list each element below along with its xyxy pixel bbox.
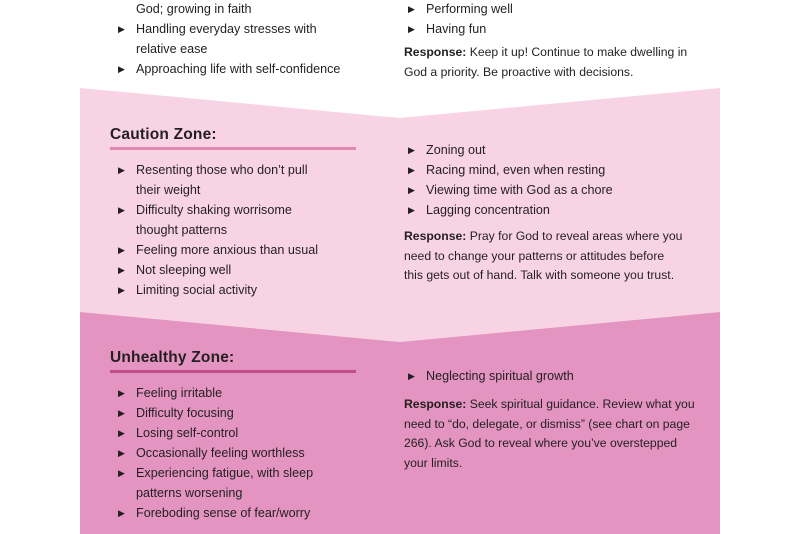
list-item-text: Viewing time with God as a chore: [426, 183, 613, 197]
triangle-right-icon: ▶: [118, 285, 125, 295]
triangle-right-icon: ▶: [408, 185, 415, 195]
caution-zone-right-list: [404, 140, 704, 220]
list-item: [114, 403, 356, 423]
list-item: [114, 59, 369, 79]
top-zone-left-list: [114, 0, 369, 79]
list-item: [114, 200, 356, 240]
list-item-text: thought patterns: [136, 223, 228, 237]
caution-zone-right-column: [404, 140, 704, 286]
list-item-text: Limiting social activity: [136, 283, 258, 297]
list-item: [404, 366, 704, 386]
triangle-right-icon: ▶: [118, 408, 125, 418]
unhealthy-zone-left-list: [114, 383, 356, 523]
list-item-text: Foreboding sense of fear/worry: [136, 506, 311, 520]
list-item: [114, 503, 356, 523]
caution-zone-title: Caution Zone:: [110, 126, 217, 143]
list-item-text: Performing well: [426, 2, 513, 16]
triangle-right-icon: ▶: [408, 24, 415, 34]
list-item-text: Having fun: [426, 22, 487, 36]
triangle-right-icon: ▶: [118, 24, 125, 34]
caution-zone-left-column: [110, 126, 356, 300]
list-item-text: Lagging concentration: [426, 203, 550, 217]
list-item: [114, 260, 356, 280]
top-zone-right-column: [404, 0, 704, 82]
response-label: Response:: [404, 229, 467, 243]
list-item: [114, 19, 369, 59]
list-item: [404, 140, 704, 160]
list-item-text: their weight: [136, 183, 201, 197]
list-item-text: Neglecting spiritual growth: [426, 369, 574, 383]
unhealthy-zone-right-list: [404, 366, 704, 386]
response-label: Response:: [404, 397, 467, 411]
list-item: [114, 383, 356, 403]
triangle-right-icon: ▶: [118, 508, 125, 518]
caution-zone-rule: [110, 147, 356, 150]
top-zone-right-list: [404, 0, 704, 39]
triangle-right-icon: ▶: [118, 448, 125, 458]
top-zone-left-column: [114, 0, 369, 79]
caution-zone-response: [404, 227, 684, 286]
triangle-right-icon: ▶: [408, 165, 415, 175]
list-item-text: Feeling more anxious than usual: [136, 243, 319, 257]
triangle-right-icon: ▶: [408, 371, 415, 381]
list-item-text: Not sleeping well: [136, 263, 232, 277]
list-item-text: Difficulty focusing: [136, 406, 234, 420]
list-item-text: relative ease: [136, 42, 208, 56]
unhealthy-zone-left-column: [110, 349, 356, 523]
list-item: [404, 19, 704, 39]
triangle-right-icon: ▶: [118, 205, 125, 215]
triangle-right-icon: ▶: [118, 428, 125, 438]
response-text: Seek spiritual guidance. Review what you need to “do, delegate, or dismiss” (see chart on page 266). Ask God to reveal where you’ve overstepped your limits.: [404, 397, 695, 470]
list-item-text: Occasionally feeling worthless: [136, 446, 305, 460]
list-item-text: Difficulty shaking worrisome: [136, 203, 292, 217]
list-item: [114, 443, 356, 463]
list-item-text: God; growing in faith: [136, 2, 252, 16]
list-item-text: Approaching life with self-confidence: [136, 62, 341, 76]
list-item-text: patterns worsening: [136, 486, 243, 500]
unhealthy-zone-response: [404, 395, 699, 473]
list-item: [404, 0, 704, 19]
unhealthy-zone-rule: [110, 370, 356, 373]
list-item: [114, 463, 356, 503]
triangle-right-icon: ▶: [118, 165, 125, 175]
list-item-text: Zoning out: [426, 143, 486, 157]
unhealthy-zone-right-column: [404, 366, 704, 473]
list-item: [404, 180, 704, 200]
list-item: [114, 280, 356, 300]
response-text: Keep it up! Continue to make dwelling in God a priority. Be proactive with decisions.: [404, 45, 688, 79]
triangle-right-icon: ▶: [118, 64, 125, 74]
list-item-text: Handling everyday stresses with: [136, 22, 317, 36]
list-item: [404, 200, 704, 220]
list-item: [114, 160, 356, 200]
triangle-right-icon: ▶: [118, 245, 125, 255]
list-item: [114, 0, 369, 19]
triangle-right-icon: ▶: [408, 145, 415, 155]
list-item: [404, 160, 704, 180]
triangle-right-icon: ▶: [118, 388, 125, 398]
caution-zone-left-list: [114, 160, 356, 300]
top-zone-response: [404, 43, 694, 82]
list-item-text: Losing self-control: [136, 426, 239, 440]
triangle-right-icon: ▶: [118, 265, 125, 275]
triangle-right-icon: ▶: [408, 4, 415, 14]
list-item-text: Resenting those who don’t pull: [136, 163, 308, 177]
unhealthy-zone-title: Unhealthy Zone:: [110, 349, 235, 366]
list-item: [114, 240, 356, 260]
triangle-right-icon: ▶: [118, 468, 125, 478]
response-label: Response:: [404, 45, 467, 59]
list-item: [114, 423, 356, 443]
list-item-text: Experiencing fatigue, with sleep: [136, 466, 314, 480]
list-item-text: Racing mind, even when resting: [426, 163, 606, 177]
list-item-text: Feeling irritable: [136, 386, 223, 400]
triangle-right-icon: ▶: [408, 205, 415, 215]
response-text: Pray for God to reveal areas where you need to change your patterns or attitudes before this gets out of hand. Talk with someone you trust.: [404, 229, 683, 282]
